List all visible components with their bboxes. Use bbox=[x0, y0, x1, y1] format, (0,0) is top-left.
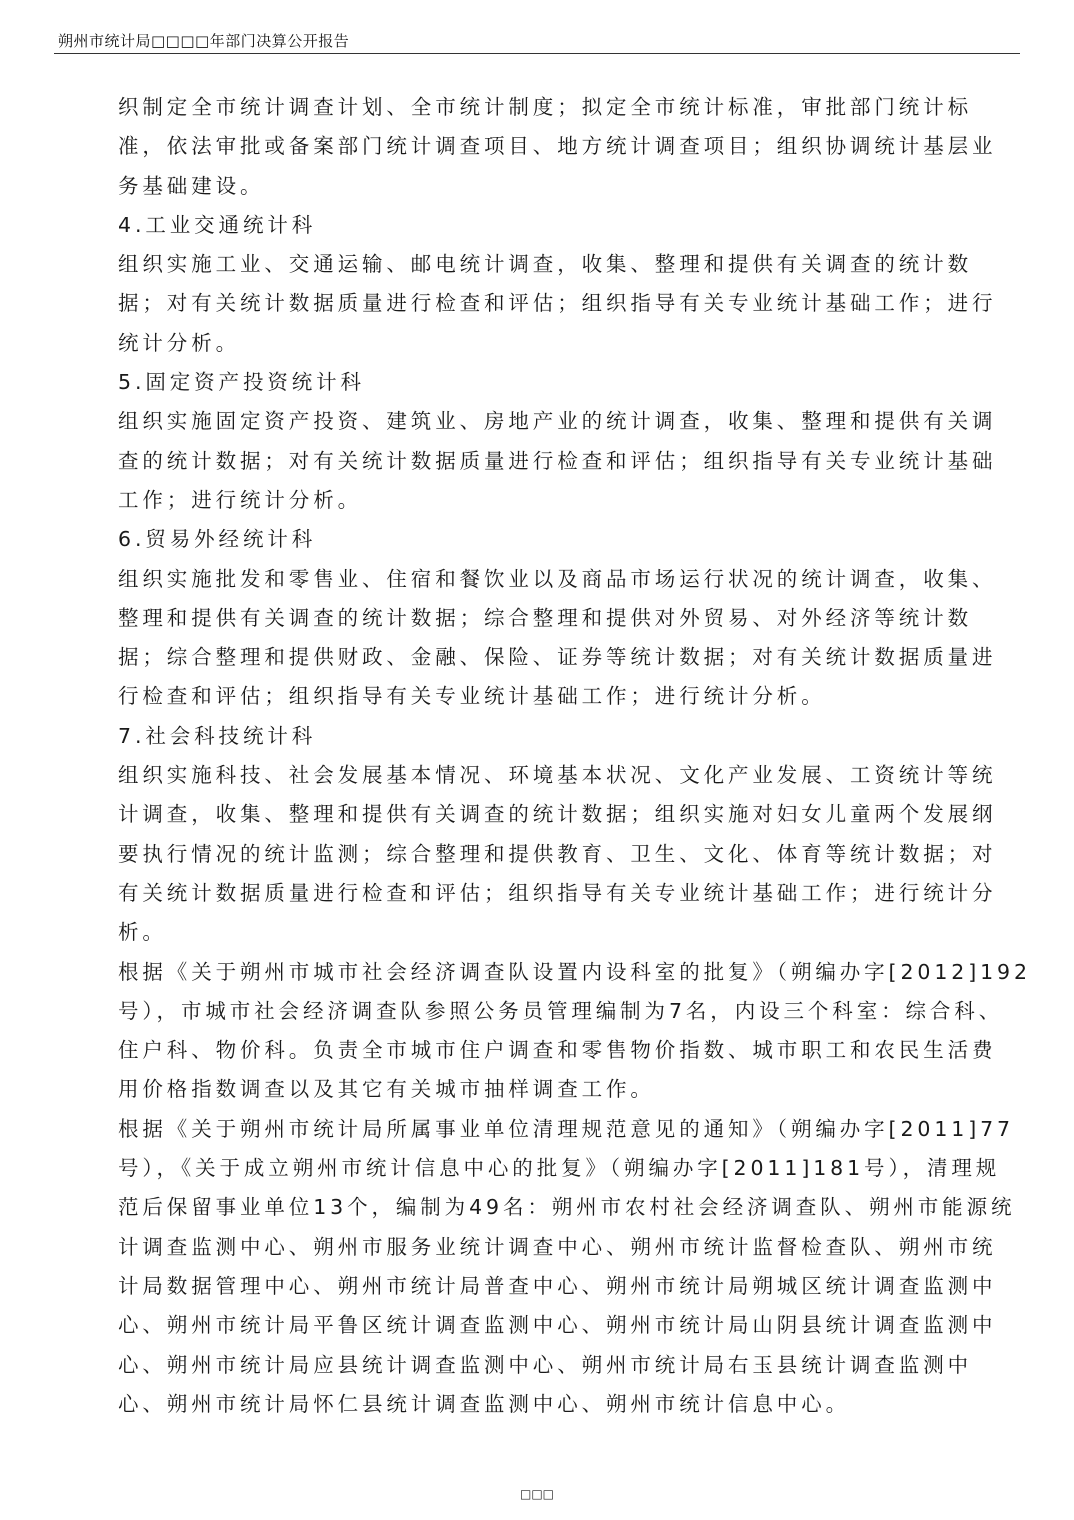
text-line: 号），市城市社会经济调查队参照公务员管理编制为7名，内设三个科室：综合科、 bbox=[118, 998, 1004, 1023]
text-line: 计调查监测中心、朔州市服务业统计调查中心、朔州市统计监督检查队、朔州市统 bbox=[118, 1234, 997, 1259]
text-line: 心、朔州市统计局怀仁县统计调查监测中心、朔州市统计信息中心。 bbox=[118, 1391, 850, 1416]
text-line: 析。 bbox=[118, 920, 167, 945]
text-line: 务基础建设。 bbox=[118, 173, 265, 198]
body-text bbox=[118, 88, 1031, 1424]
text-line: 组织实施固定资产投资、建筑业、房地产业的统计调查，收集、整理和提供有关调 bbox=[118, 409, 997, 434]
text-line: 织制定全市统计调查计划、全市统计制度；拟定全市统计标准，审批部门统计标 bbox=[118, 95, 972, 119]
text-line: 范后保留事业单位13个，编制为49名：朔州市农村社会经济调查队、朔州市能源统 bbox=[118, 1195, 1016, 1220]
text-line: 据；对有关统计数据质量进行检查和评估；组织指导有关专业统计基础工作；进行 bbox=[118, 291, 997, 316]
text-line: 要执行情况的统计监测；综合整理和提供教育、卫生、文化、体育等统计数据；对 bbox=[118, 841, 997, 866]
section-heading: 6.贸易外经统计科 bbox=[118, 527, 317, 552]
text-line: 准，依法审批或备案部门统计调查项目、地方统计调查项目；组织协调统计基层业 bbox=[118, 134, 997, 159]
text-line: 心、朔州市统计局平鲁区统计调查监测中心、朔州市统计局山阴县统计调查监测中 bbox=[118, 1313, 997, 1338]
text-line: 计局数据管理中心、朔州市统计局普查中心、朔州市统计局朔城区统计调查监测中 bbox=[118, 1273, 997, 1298]
text-line: 计调查，收集、整理和提供有关调查的统计数据；组织实施对妇女儿童两个发展纲 bbox=[118, 802, 997, 827]
text-line: 查的统计数据；对有关统计数据质量进行检查和评估；组织指导有关专业统计基础 bbox=[118, 448, 997, 473]
text-line: 组织实施工业、交通运输、邮电统计调查，收集、整理和提供有关调查的统计数 bbox=[118, 252, 972, 277]
header-divider bbox=[54, 53, 1020, 54]
page-header-title: 朔州市统计局□□□□年部门决算公开报告 bbox=[58, 32, 350, 50]
page-number: □□□ bbox=[519, 1487, 554, 1501]
text-line: 心、朔州市统计局应县统计调查监测中心、朔州市统计局右玉县统计调查监测中 bbox=[118, 1352, 972, 1377]
text-line: 住户科、物价科。负责全市城市住户调查和零售物价指数、城市职工和农民生活费 bbox=[118, 1038, 997, 1063]
text-line: 有关统计数据质量进行检查和评估；组织指导有关专业统计基础工作；进行统计分 bbox=[118, 880, 997, 905]
text-line: 行检查和评估；组织指导有关专业统计基础工作；进行统计分析。 bbox=[118, 684, 826, 709]
text-line: 用价格指数调查以及其它有关城市抽样调查工作。 bbox=[118, 1077, 655, 1102]
section-heading: 4.工业交通统计科 bbox=[118, 212, 317, 237]
text-line: 根据《关于朔州市城市社会经济调查队设置内设科室的批复》（朔编办字[2012]192 bbox=[118, 959, 1031, 984]
text-line: 据；综合整理和提供财政、金融、保险、证券等统计数据；对有关统计数据质量进 bbox=[118, 645, 997, 670]
text-line: 组织实施科技、社会发展基本情况、环境基本状况、文化产业发展、工资统计等统 bbox=[118, 763, 997, 788]
section-heading: 7.社会科技统计科 bbox=[118, 723, 317, 748]
text-line: 工作；进行统计分析。 bbox=[118, 487, 362, 512]
section-heading: 5.固定资产投资统计科 bbox=[118, 370, 365, 395]
text-line: 统计分析。 bbox=[118, 330, 240, 355]
text-line: 组织实施批发和零售业、住宿和餐饮业以及商品市场运行状况的统计调查，收集、 bbox=[118, 566, 997, 591]
text-line: 号），《关于成立朔州市统计信息中心的批复》（朔编办字[2011]181号），清理规 bbox=[118, 1156, 1001, 1181]
text-line: 根据《关于朔州市统计局所属事业单位清理规范意见的通知》（朔编办字[2011]77 bbox=[118, 1116, 1014, 1141]
text-line: 整理和提供有关调查的统计数据；综合整理和提供对外贸易、对外经济等统计数 bbox=[118, 605, 972, 630]
